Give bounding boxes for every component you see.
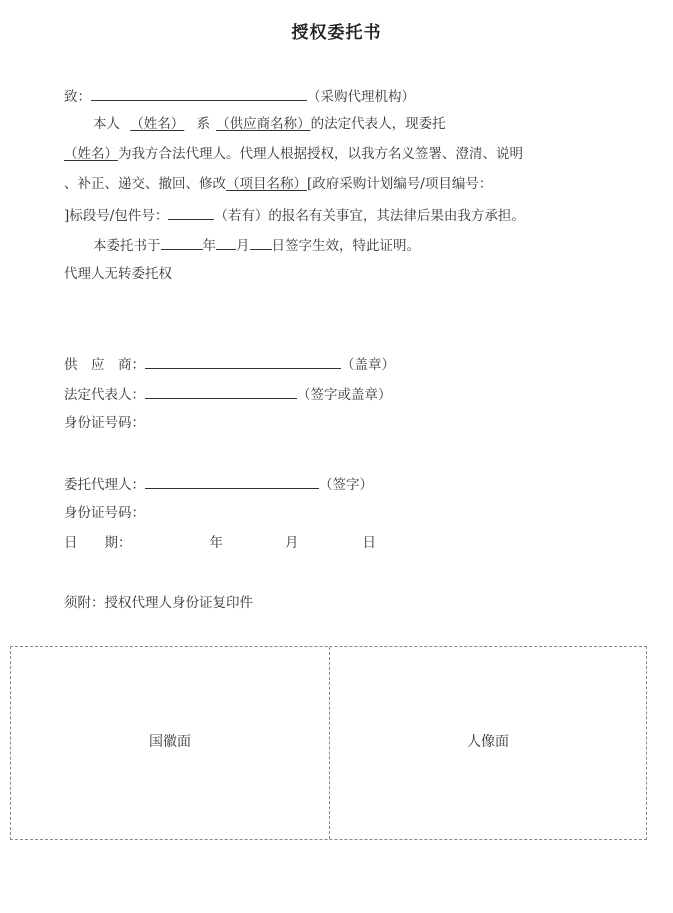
id-card-divider <box>329 647 330 839</box>
recipient-prefix: 致： <box>64 89 91 105</box>
legal-rep-blank[interactable] <box>145 384 297 399</box>
date-label: 日 期： <box>64 535 132 551</box>
text-legal-rep: 的法定代表人，现委托 <box>310 116 446 132</box>
recipient-line <box>64 86 415 106</box>
text-month: 月 <box>236 238 250 254</box>
text-lot-number: ]标段号/包件号： <box>64 208 169 224</box>
recipient-suffix: （采购代理机构） <box>307 89 415 105</box>
recipient-blank[interactable] <box>91 86 307 101</box>
id-number-1: 身份证号码： <box>64 415 145 431</box>
text-authority: 为我方合法代理人。代理人根据授权，以我方名义签署、澄清、说明 <box>118 146 523 162</box>
legal-rep-sign-note: （签字或盖章） <box>297 387 392 403</box>
id-card-front-label: 国徽面 <box>149 734 191 750</box>
attachment-note: 须附：授权代理人身份证复印件 <box>64 595 253 611</box>
year-blank[interactable] <box>161 235 203 250</box>
text-year: 年 <box>202 238 216 254</box>
date-line <box>64 534 376 552</box>
id-number-2: 身份证号码： <box>64 505 145 521</box>
agent-sign-note: （签字） <box>319 477 373 493</box>
supplier-blank[interactable] <box>145 354 341 369</box>
agent-line <box>64 474 373 494</box>
supplier-label: 供 应 商： <box>64 357 145 373</box>
legal-rep-line <box>64 384 392 404</box>
supplier-name-blank[interactable]: （供应商名称） <box>216 116 311 132</box>
project-name-blank[interactable]: （项目名称） <box>226 176 307 192</box>
month-blank[interactable] <box>216 235 236 250</box>
agent-blank[interactable] <box>145 474 319 489</box>
no-transfer-note: 代理人无转委托权 <box>64 266 172 282</box>
supplier-seal-note: （盖章） <box>341 357 395 373</box>
authorization-line-3 <box>64 175 492 193</box>
text-day-certify: 日签字生效，特此证明。 <box>271 238 420 254</box>
text-plan-number: [政府采购计划编号/项目编号： <box>307 176 493 192</box>
lot-number-blank[interactable] <box>168 205 214 220</box>
document-title: 授权委托书 <box>291 23 382 43</box>
agent-label: 委托代理人： <box>64 477 145 493</box>
text-consequences: （若有）的报名有关事宜，其法律后果由我方承担。 <box>214 208 525 224</box>
text-actions: 、补正、递交、撤回、修改 <box>64 176 226 192</box>
id-card-copy-area <box>10 646 647 840</box>
day-blank[interactable] <box>250 235 272 250</box>
authorization-line-2 <box>64 145 523 163</box>
agent-name-blank[interactable]: （姓名） <box>64 146 118 162</box>
principal-name-blank[interactable]: （姓名） <box>130 116 185 132</box>
id-card-back-label: 人像面 <box>467 734 509 750</box>
supplier-line <box>64 354 395 374</box>
text-of: 系 <box>196 116 211 132</box>
effective-date-line <box>93 235 420 255</box>
date-month: 月 <box>285 535 299 551</box>
text-principal: 本人 <box>93 116 120 132</box>
date-day: 日 <box>362 535 376 551</box>
text-effective: 本委托书于 <box>93 238 161 254</box>
date-year: 年 <box>209 535 223 551</box>
authorization-line-1 <box>93 115 446 133</box>
legal-rep-label: 法定代表人： <box>64 387 145 403</box>
authorization-line-4 <box>64 205 525 225</box>
